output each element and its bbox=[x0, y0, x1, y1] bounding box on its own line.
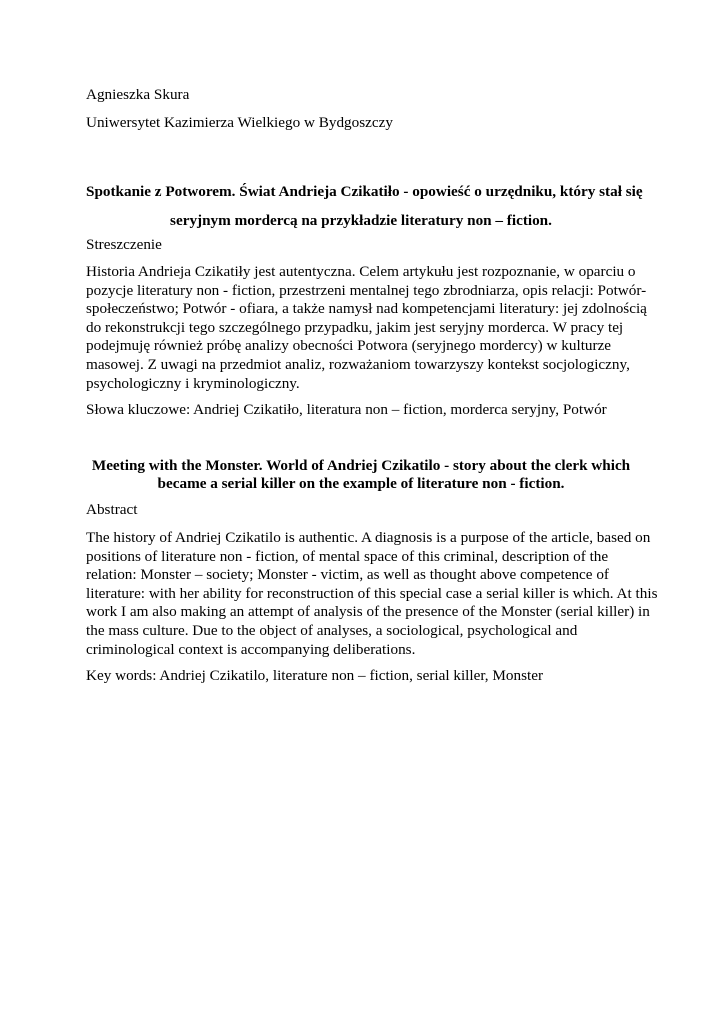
abstract-line: the mass culture. Due to the object of analyses, a sociological, psychological and bbox=[86, 621, 578, 639]
polish-keywords bbox=[86, 401, 636, 420]
english-keywords bbox=[86, 667, 636, 686]
polish-abstract bbox=[86, 263, 647, 393]
abstract-line: work I am also making an attempt of analysis of the presence of the Monster (serial killer) in bbox=[86, 603, 650, 621]
polish-title-line: seryjnym mordercą na przykładzie literatury non – fiction. bbox=[170, 212, 552, 229]
affiliation bbox=[86, 114, 636, 133]
abstract-line: literature: with her ability for reconstruction of this special case a serial killer is which. At this bbox=[86, 584, 658, 602]
abstract-line: Historia Andrieja Czikatiły jest autentyczna. Celem artykułu jest rozpoznanie, w oparciu o bbox=[86, 263, 636, 280]
english-title bbox=[86, 457, 636, 493]
abstract-line: pozycje literatury non - fiction, przestrzeni mentalnej tego zbrodniarza, opis relacji: Potwór- bbox=[86, 281, 647, 299]
author-text: Agnieszka Skura bbox=[86, 86, 190, 103]
key-words: Key words: Andriej Czikatilo, literature non – fiction, serial killer, Monster bbox=[86, 667, 544, 684]
polish-title bbox=[86, 177, 643, 235]
abstract-line: masowej. Z uwagi na przedmiot analiz, rozważaniom towarzyszy kontekst socjologiczny, bbox=[86, 355, 630, 373]
abstract-line: The history of Andriej Czikatilo is authentic. A diagnosis is a purpose of the article, based on bbox=[86, 529, 651, 546]
abstract-line: criminological context is accompanying deliberations. bbox=[86, 640, 416, 658]
streszczenie-heading: Streszczenie bbox=[86, 236, 162, 253]
abstract-line: psychologiczny i kryminologiczny. bbox=[86, 374, 300, 392]
slowa-kluczowe: Słowa kluczowe: Andriej Czikatiło, literatura non – fiction, morderca seryjny, Potwór bbox=[86, 401, 607, 418]
abstract-line: społeczeństwo; Potwór - ofiara, a także namysł nad kompetencjami literatury: jej zdolnością bbox=[86, 300, 647, 318]
abstract-heading: Abstract bbox=[86, 501, 138, 518]
english-abstract bbox=[86, 529, 658, 659]
abstract-line: podejmuję również próbę analizy obecności Potwora (seryjnego mordercy) w kulturze bbox=[86, 337, 612, 355]
polish-title-line: Spotkanie z Potworem. Świat Andrieja Czikatiło - opowieść o urzędniku, który stał się bbox=[86, 183, 643, 200]
abstract-line: do rekonstrukcji tego szczególnego przypadku, jakim jest seryjny morderca. W pracy tej bbox=[86, 318, 624, 336]
affiliation-text: Uniwersytet Kazimierza Wielkiego w Bydgoszczy bbox=[86, 114, 393, 131]
english-title-line: Meeting with the Monster. World of Andriej Czikatilo - story about the clerk which bbox=[91, 457, 631, 474]
author-name bbox=[86, 86, 636, 105]
english-title-line: became a serial killer on the example of literature non - fiction. bbox=[157, 475, 565, 492]
english-abstract-heading bbox=[86, 501, 636, 520]
polish-abstract-heading bbox=[86, 236, 636, 255]
abstract-line: relation: Monster – society; Monster - victim, as well as thought above competence of bbox=[86, 566, 609, 584]
abstract-line: positions of literature non - fiction, of mental space of this criminal, description of the bbox=[86, 547, 609, 565]
